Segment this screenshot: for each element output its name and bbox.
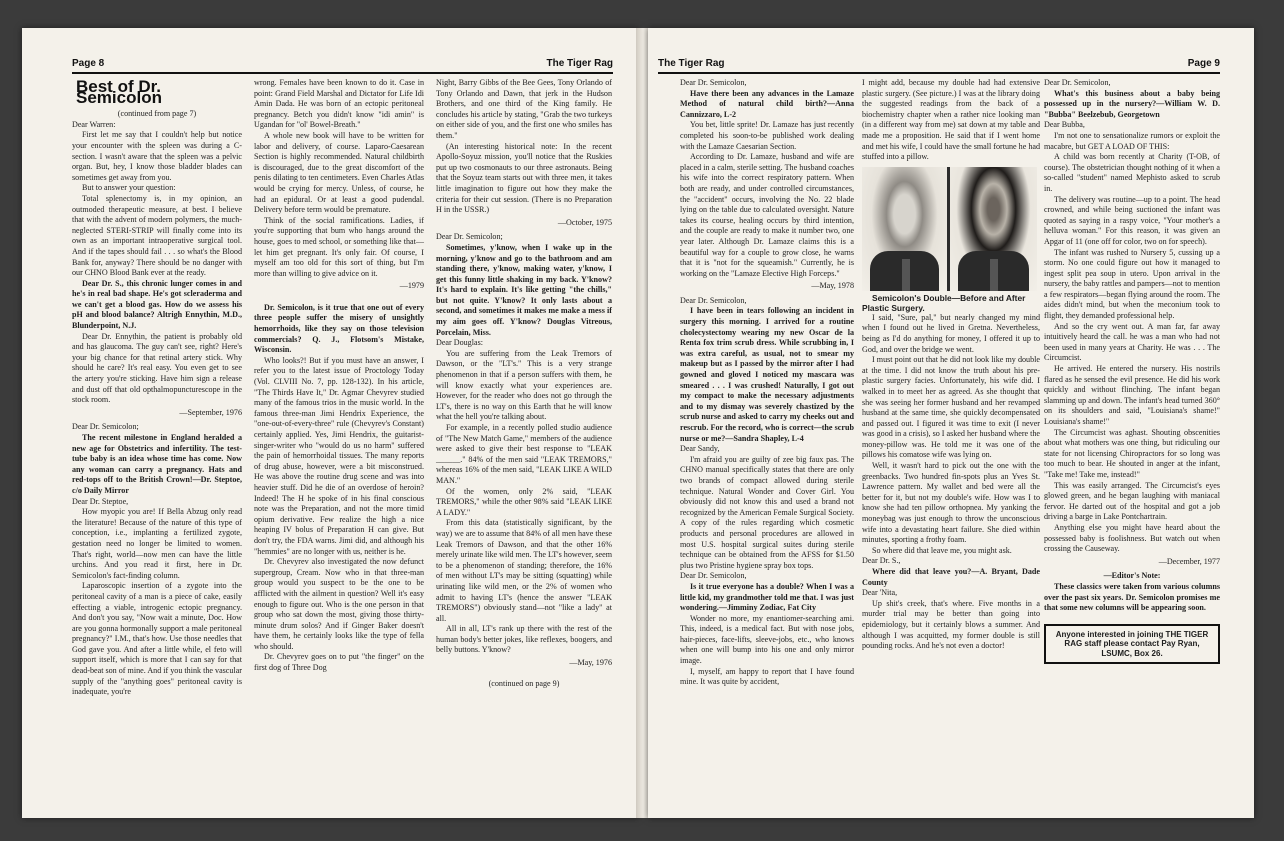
paragraph: Night, Barry Gibbs of the Bee Gees, Tony Orlando of Tony Orlando and Dawn, that jerk in the Hudson Brothers, and one third of the King family. He concludes his article by stating, "Grab the two turkeys on either side of you, and the first one who smiles has them.": [436, 78, 612, 140]
column-date: —May, 1978: [811, 281, 854, 291]
letter-salutation: Dear 'Nita,: [862, 588, 898, 598]
page-header-left: [72, 58, 613, 74]
column-1: [680, 78, 854, 688]
page-number: Page 8: [72, 58, 105, 69]
letter-salutation: Dear Dr. Semicolon;: [436, 232, 503, 242]
paragraph: According to Dr. Lamaze, husband and wife are placed in a calm, sterile setting. The husband coaches his wife into the correct respiratory pattern. When both are ready, and under controlled circumstances, the "accident" occurs, involving the No. 22 blade lying on the table due to calculated oversight. Nature takes its course, healing occurs by third intention, and the couple are ready to make it number two, one year later. Although Dr. Lamaze claims this is a beautiful way for a couple to grow close, he warns that it is "not for the squeamish." Currently, he is working on the "Lamaze Elective High Forceps.": [680, 152, 854, 278]
editor-note: These classics were taken from various columns over the past six years. Dr. Semicolon promises me that some new columns will be appearing soon.: [1044, 581, 1220, 613]
article-title: Best of Dr. Semicolon: [76, 77, 162, 107]
letter-salutation: Dear Warren:: [72, 119, 116, 129]
letter-salutation: Dear Dr. S.,: [862, 556, 901, 566]
column-text: [1044, 78, 1220, 567]
masthead: The Tiger Rag: [658, 58, 725, 69]
paragraph: Wonder no more, my enantiomer-searching ami. This, indeed, is a medical fact. But with nose jobs, hair-pieces, face-lifts, sleeve-jobs, etc., who knows when one will bump into his one and only mirror image.: [680, 613, 854, 666]
paragraph: I must point out that he did not look like my double at the time. I did not know the truth about his pre-plastic surgery facies. Unfortunately, his wife did. I walked in to meet her as agreed. As she thought that she was seeing her former husband and her revamped husband at the same time, she quickly decompensated and passed out. I figured it was time to exit (I never was good in a crisis), so I asked her husband where the money-pillow was. He told me it was one of the pillows his comatose wife was lying on.: [862, 355, 1041, 460]
letter-salutation: Dear Sandy,: [680, 444, 720, 454]
paragraph: So where did that leave me, you might ask.: [872, 545, 1012, 555]
paragraph: I, myself, am happy to report that I have found mine. It was quite by accident,: [680, 666, 854, 687]
paragraph: The delivery was routine—up to a point. The head crowned, and while being suctioned the infant was quoted as saying in a raspy voice, "Your mother's a helluva woman." For this reason, it was given an Apgar of 11 (one off for color, two on for speech).: [1044, 194, 1220, 246]
page-header-right: [658, 58, 1220, 74]
paragraph: Think of the social ramifications. Ladies, if you're supporting that bum who hangs around the house, goes to med school, or something like that—let him get pregnant. It's only fair. Of course, I myself am too old for this sort of thing, but I'm more than willing to give advice on it.: [254, 215, 424, 278]
paragraph: I'm not one to sensationalize rumors or exploit the macabre, but GET A LOAD OF THIS:: [1044, 130, 1220, 151]
paragraph: wrong. Females have been known to do it. Case in point: Grand Field Marshal and Dictator for Life Idi Amin Dada. He was born of an ectopic peritoneal pregnancy. Betch you didn't know "idi amin" is Ugandan for "ol' Bowel-Breath.": [254, 78, 424, 130]
reader-question: Sometimes, y'know, when I wake up in the morning, y'know and go to the bathroom and am standing there, y'know, making water, y'know, I get this funny little shaking in my back. Y'know? It's hard to explain. It's like getting "the chills," but not quite. Y'know? It only lasts about a second, and sometimes it makes me make a mess if my aim goes off. Y'know? Douglas Vitreous, Porcelain, Miss.: [436, 242, 612, 337]
photo-before: [862, 167, 947, 291]
paragraph: (An interesting historical note: In the recent Apollo-Soyuz mission, you'll notice that the Ruskies put up two cosmonauts to our three astronauts. Being that the Soyuz team starts out with three men, it takes little imagination to figure out how they make the criteria for their cut session. (There is no Preparation H in the USSR.): [436, 141, 612, 215]
column-text: [862, 313, 1040, 652]
paragraph: Up shit's creek, that's where. Five months in a murder trial may be better than going into epidemiology, but it certainly blows a summer. And although I was acquitted, my former double is still pounding rocks. And he's not even a doctor!: [862, 598, 1040, 651]
column-date: —December, 1977: [1158, 556, 1220, 566]
paragraph: For example, in a recently polled studio audience of "The New Match Game," members of the audience were asked to give their best response to "LEAK ______." 84% of the men said "LEAK TREMORS," whereas 16% of the men said, "LEAK LIKE A WILD MAN.": [436, 423, 612, 485]
column-text: [680, 78, 854, 688]
column-3: [1044, 78, 1220, 664]
paragraph: Of the women, only 2% said, "LEAK TREMORS," while the other 98% said "LEAK LIKE A LADY.": [436, 486, 612, 517]
paragraph: I said, "Sure, pal," but nearly changed my mind when I found out he lived in Gretna. Nevertheless, being as I'd do anything for money, I offered it up to God, and over the bridge we went.: [862, 312, 1040, 354]
paragraph: Who looks?! But if you must have an answer, I refer you to the latest issue of Proctology Today (Vol. CLVIII No. 7, pp. 128-132). In his article, "The Thirds Have It," Dr. Agmar Chevyrev studied many of the famous trios in the music world. In the famous three-man Jimi Hendrix Experience, the "one-out-of-every-three" rule (Chevyrev's Constant) certainly applied. Yes, Jimi Hendrix, the guitarist-singer-writer who "would do us no harm" suffered the pain of hemorrhoidal tissues. The many reports of drug abuse, however, were a bit misconstrued. He was above the routine drug scene and was into heavier stuff. Did he die of an overdose of heroin? Indeed! The H he spoke of in his final conscious note was the Preparation, and not the more timid opium derivative. Few realize the high a nice heaping IV bolus of Preparation H can give. But don't try, the FDA warns. Jimi did, and although his "hemmies" are no longer with us, neither is he.: [254, 355, 424, 556]
paragraph: Dr. Chevyrev also investigated the now defunct supergroup, Cream. Now who in that three-man group would you suspect to be the one to be afflicted with the ailment in question? Well it's easy enough to figure out. Who is the one person in that group who sat down the most, giving those thirty-minute drum solos? And if Ginger Baker doesn't have them, he certainly looks like the type of fella who should.: [254, 557, 424, 651]
paragraph: How myopic you are! If Bella Abzug only read the literature! Because of the nature of this type of conception, i.e., implanting a fertilized zygote, gestation need no longer be limited to women. That's right, world—now men can have the little urchins. And you read it first, here in Dr. Semicolon's fact-finding column.: [72, 507, 242, 580]
letter-salutation: Dear Bubba,: [1044, 120, 1085, 130]
column-2: [862, 78, 1040, 652]
column-2: [254, 78, 424, 674]
reader-question: Is it true everyone has a double? When I was a little kid, my grandmother told me that. I was just wondering.—Jimminy Zodiac, Fat City: [680, 581, 854, 613]
paragraph: Total splenectomy is, in my opinion, an outmoded therapeutic measure, at best. I believe that with the advent of modern polymers, the much-neglected STERI-STRIP will finally come into its own as an important intraoperative surgical tool. And if the tapes should fail . . . so what's the Blood Bank for, anyway? There should be no danger with our CHNO Blood Bank ever at the ready.: [72, 193, 242, 278]
letter-salutation: Dear Dr. Semicolon,: [680, 571, 747, 581]
paragraph: The infant was rushed to Nursery 5, cussing up a storm. No one could figure out how it managed to ingest split pea soup in utero. Upon arrival in the nursery, the baby rattles and pampers—not to mention a few respirators—began flying around the room. The aides didn't mind, but when the meconium took to flight, they demanded professional help.: [1044, 247, 1220, 321]
paragraph: But to answer your question:: [82, 183, 176, 193]
paragraph: First let me say that I couldn't help but notice your encounter with the spleen was during a C-section. I wasn't aware that the spleen was a pelvic organ. But, hey, I know those bladder blades can sometimes get away from you.: [72, 130, 242, 182]
paragraph: Anything else you might have heard about the possessed baby is foolishness. But watch out when crossing the Causeway.: [1044, 522, 1220, 554]
paragraph: The Circumcist was aghast. Shouting obscenities about what mothers was one thing, but ridiculing our state for not licensing Chiropractors for so long was too much to bear. He shouted in anger at the infant, "Take me! Take me, instead!": [1044, 427, 1220, 479]
editor-note-heading: —Editor's Note:: [1103, 571, 1161, 581]
paragraph: You are suffering from the Leak Tremors of Dawson, or the "LT's." This is a very strange phenomenon in that if a person suffers with them, he will know exactly what your experiences are. However, for the reader who does not go through the LT's, there is no way on this Earth that he will know what the hell you're talking about.: [436, 348, 612, 422]
paragraph: Well, it wasn't hard to pick out the one with the greenbacks. Two hundred fin-spots plus an Yves St. Lawrence pattern. My wallet and bed were all the better for it, but not my double's wife. How was I to know she had ten pillow orthopnea. My yanking the moneybag was just enough to throw the unconscious wife into a devastating heart failure. She died within minutes, sporting a frothy foam.: [862, 461, 1040, 545]
column-date: —May, 1976: [569, 658, 612, 668]
column-date: —September, 1976: [179, 407, 242, 417]
photo-caption: Semicolon's Double—Before and After Plastic Surgery.: [862, 292, 1026, 313]
continued-from: (continued from page 7): [117, 109, 197, 119]
column-date: —1979: [399, 281, 424, 291]
paragraph: Dear Dr. Ennythin, the patient is probably old and has glaucoma. The guy can't see, right? Here's your big chance for that retinal artery stick. Why should he care? It's real easy. You even get to see the artery you're sticking. Have him sign a release and dust off that old opthalmopuncturescope in the stock room.: [72, 331, 242, 405]
paragraph: All in all, LT's rank up there with the rest of the human body's better jokes, like reflexes, boogers, and belly buttons. Y'know?: [436, 624, 612, 655]
paragraph: This was easily arranged. The Circumcist's eyes glowed green, and he began laughing with maniacal fervor. He darted out of the hospital and got a job driving a barge in Lake Pontchartrain.: [1044, 480, 1220, 522]
reader-question: Where did that leave you?—A. Bryant, Dade County: [862, 567, 1040, 587]
column-text: [72, 120, 242, 698]
paragraph: [254, 296, 424, 303]
column-date: —October, 1975: [557, 217, 612, 227]
paragraph: Laparoscopic insertion of a zygote into the peritoneal cavity of a man is a piece of cake, easily effecting a viable, introgenic ectopic pregnancy. And don't you say, "Now wait a minute, Doc. How are you gonna hormonally support a male peritoneal pregnancy?" I.M., that's how. Use those needles that God gave you. And after a little while, el feto will support itself, which is more that I can say for that dead-beat son of mine. And if you think the vascular supply of the "anything goes" peritoneal cavity is inadequate, you're: [72, 581, 242, 697]
paragraph: He arrived. He entered the nursery. His nostrils flared as he sensed the evil presence. He did his work quickly and without flinching. The infant began slamming up and down. The infant's head turned 360° on its shoulders and said, "Louisiana's shame!" Louisiana's shame!": [1044, 364, 1220, 426]
continued-to: (continued on page 9): [488, 678, 560, 688]
paragraph: I'm afraid you are guilty of zee big faux pas. The CHNO manual specifically states that there are only two brands of compact allowed during sterile technique. Natural Wonder and Cover Girl. You obviously did not know this and used a brand not recognized by the American Female Surgical Society. A copy of the rules regarding which cosmetic products and personal procedures are allowed in most U.S. hospital surgical suites during sterile technique can be obtained from the AFSS for $1.50 plus two Pristine hygiene spray box tops.: [680, 454, 854, 570]
reader-question: Dr. Semicolon, is it true that one out of every three people suffer the misery of unsightly hemorrhoids, like they say on those television commercials? Q. J., Flotsom's Mistake, Wisconsin.: [254, 302, 424, 355]
paragraph: A child was born recently at Charity (T-OB, of course). The obstetrician thought nothing of it when a so-called "student" named Mephisto asked to scrub in.: [1044, 152, 1220, 193]
paragraph: Dr. Chevyrev goes on to put "the finger" on the first dog of Three Dog: [254, 652, 424, 673]
page-8: [22, 28, 639, 818]
letter-salutation: Dear Douglas:: [436, 338, 483, 348]
paragraph: A whole new book will have to be written for labor and delivery, of course. Laparo-Caesarean Section is highly recommended. Natural childbirth is discouraged, due to the great discomfort of the penis dilating to ten centimeters. Even Charles Atlas would be crying for mercy. Unless, of course, he had an epidural. Or at least a good pudendal. Delivery before term would be premature.: [254, 130, 424, 215]
reader-question: What's this business about a baby being possessed up in the nursery?—William W. D. "Bubba" Beelzebub, Georgetown: [1044, 88, 1220, 119]
letter-salutation: Dear Dr. Semicolon,: [680, 78, 747, 87]
letter-salutation: Dear Dr. Semicolon,: [680, 295, 747, 305]
reader-question: Dear Dr. S., this chronic lunger comes in and he's in real bad shape. He's got scleraderma and we can't get a blood gas. How do we assess his pH and blood balance? Altrigh Ennythin, M.D., Blunderpoint, N.J.: [72, 278, 242, 331]
page-9: [648, 28, 1254, 818]
column-text: [862, 78, 1040, 163]
reader-question: Have there been any advances in the Lamaze Method of natural child birth?—Anna Cannizzaro, L-2: [680, 88, 854, 119]
paragraph: I might add, because my double had had extensive plastic surgery. (See picture.) I was at the library doing the suggested readings from the back of a biochemistry chapter when a rather nice looking man (in a different way from me) sat down at my table and made me a proposition. He said that if I went home and met his wife, I could have the small fortune he had stuffed into a pillow.: [862, 78, 1041, 162]
paragraph: From this data (statistically significant, by the way) we are to assume that 84% of all men have these Leak Tremors of Dawson, and that the other 16% merely urinate like wild men. The LT's however, seem to be a phenomenon of standing; therefore, the 16% of men without LT's may be sitting (squatting) while urinating like wild men, or the 2% of women who admit to having LT's (hence the answer "LEAK TREMORS") obviously stand—not "like a lady" at all.: [436, 518, 612, 623]
masthead: The Tiger Rag: [546, 58, 613, 69]
paragraph: And so the cry went out. A man far, far away intuitively heard the call. he was a man who had not been used in many years at Charity. He was . . . The Circumcist.: [1044, 321, 1220, 363]
page-number: Page 9: [1187, 58, 1220, 69]
letter-salutation: Dear Dr. Semicolon,: [1044, 78, 1111, 87]
before-after-photo: [862, 167, 1037, 291]
column-text: [254, 78, 424, 674]
letter-salutation: Dear Dr. Semicolon;: [72, 422, 139, 432]
column-text: [436, 78, 612, 669]
column-3: [436, 78, 612, 689]
letter-salutation: Dear Dr. Steptoe,: [72, 496, 129, 506]
paragraph: You bet, little sprite! Dr. Lamaze has just recently completed his soon-to-be published work dealing with the Lamaze Caesarian Section.: [680, 120, 854, 151]
column-1: [72, 78, 242, 698]
photo-after: [950, 167, 1037, 291]
staff-notice-box: Anyone interested in joining THE TIGER RAG staff please contact Pay Ryan, LSUMC, Box 26.: [1044, 624, 1220, 665]
reader-question: I have been in tears following an incident in surgery this morning. I arrived for a routine cholecystectomy wearing my new Oscar de la Renta fox trim scrub dress. While scrubbing in, I was extra careful, as usual, not to smear my makeup but as I passed by the mirror after I had gowned and gloved I noticed my mascara was smeared . . . I was crushed! Naturally, I got out my compact to make the necessary adjustments and to my dismay was severely chastized by the scrub nurse and asked to carry my cheeks out and rescrub. For the record, who is correct—the scrub nurse or me?—Sandra Shapley, L-4: [680, 306, 854, 443]
reader-question: The recent milestone in England heralded a new age for Obstetrics and infertility. The test-tube baby is an idea whose time has come. Now any woman can carry a pregnancy. Hats and red-tops off to the British Crown!—Dr. Steptoe, c/o Daily Mirror: [72, 433, 242, 495]
